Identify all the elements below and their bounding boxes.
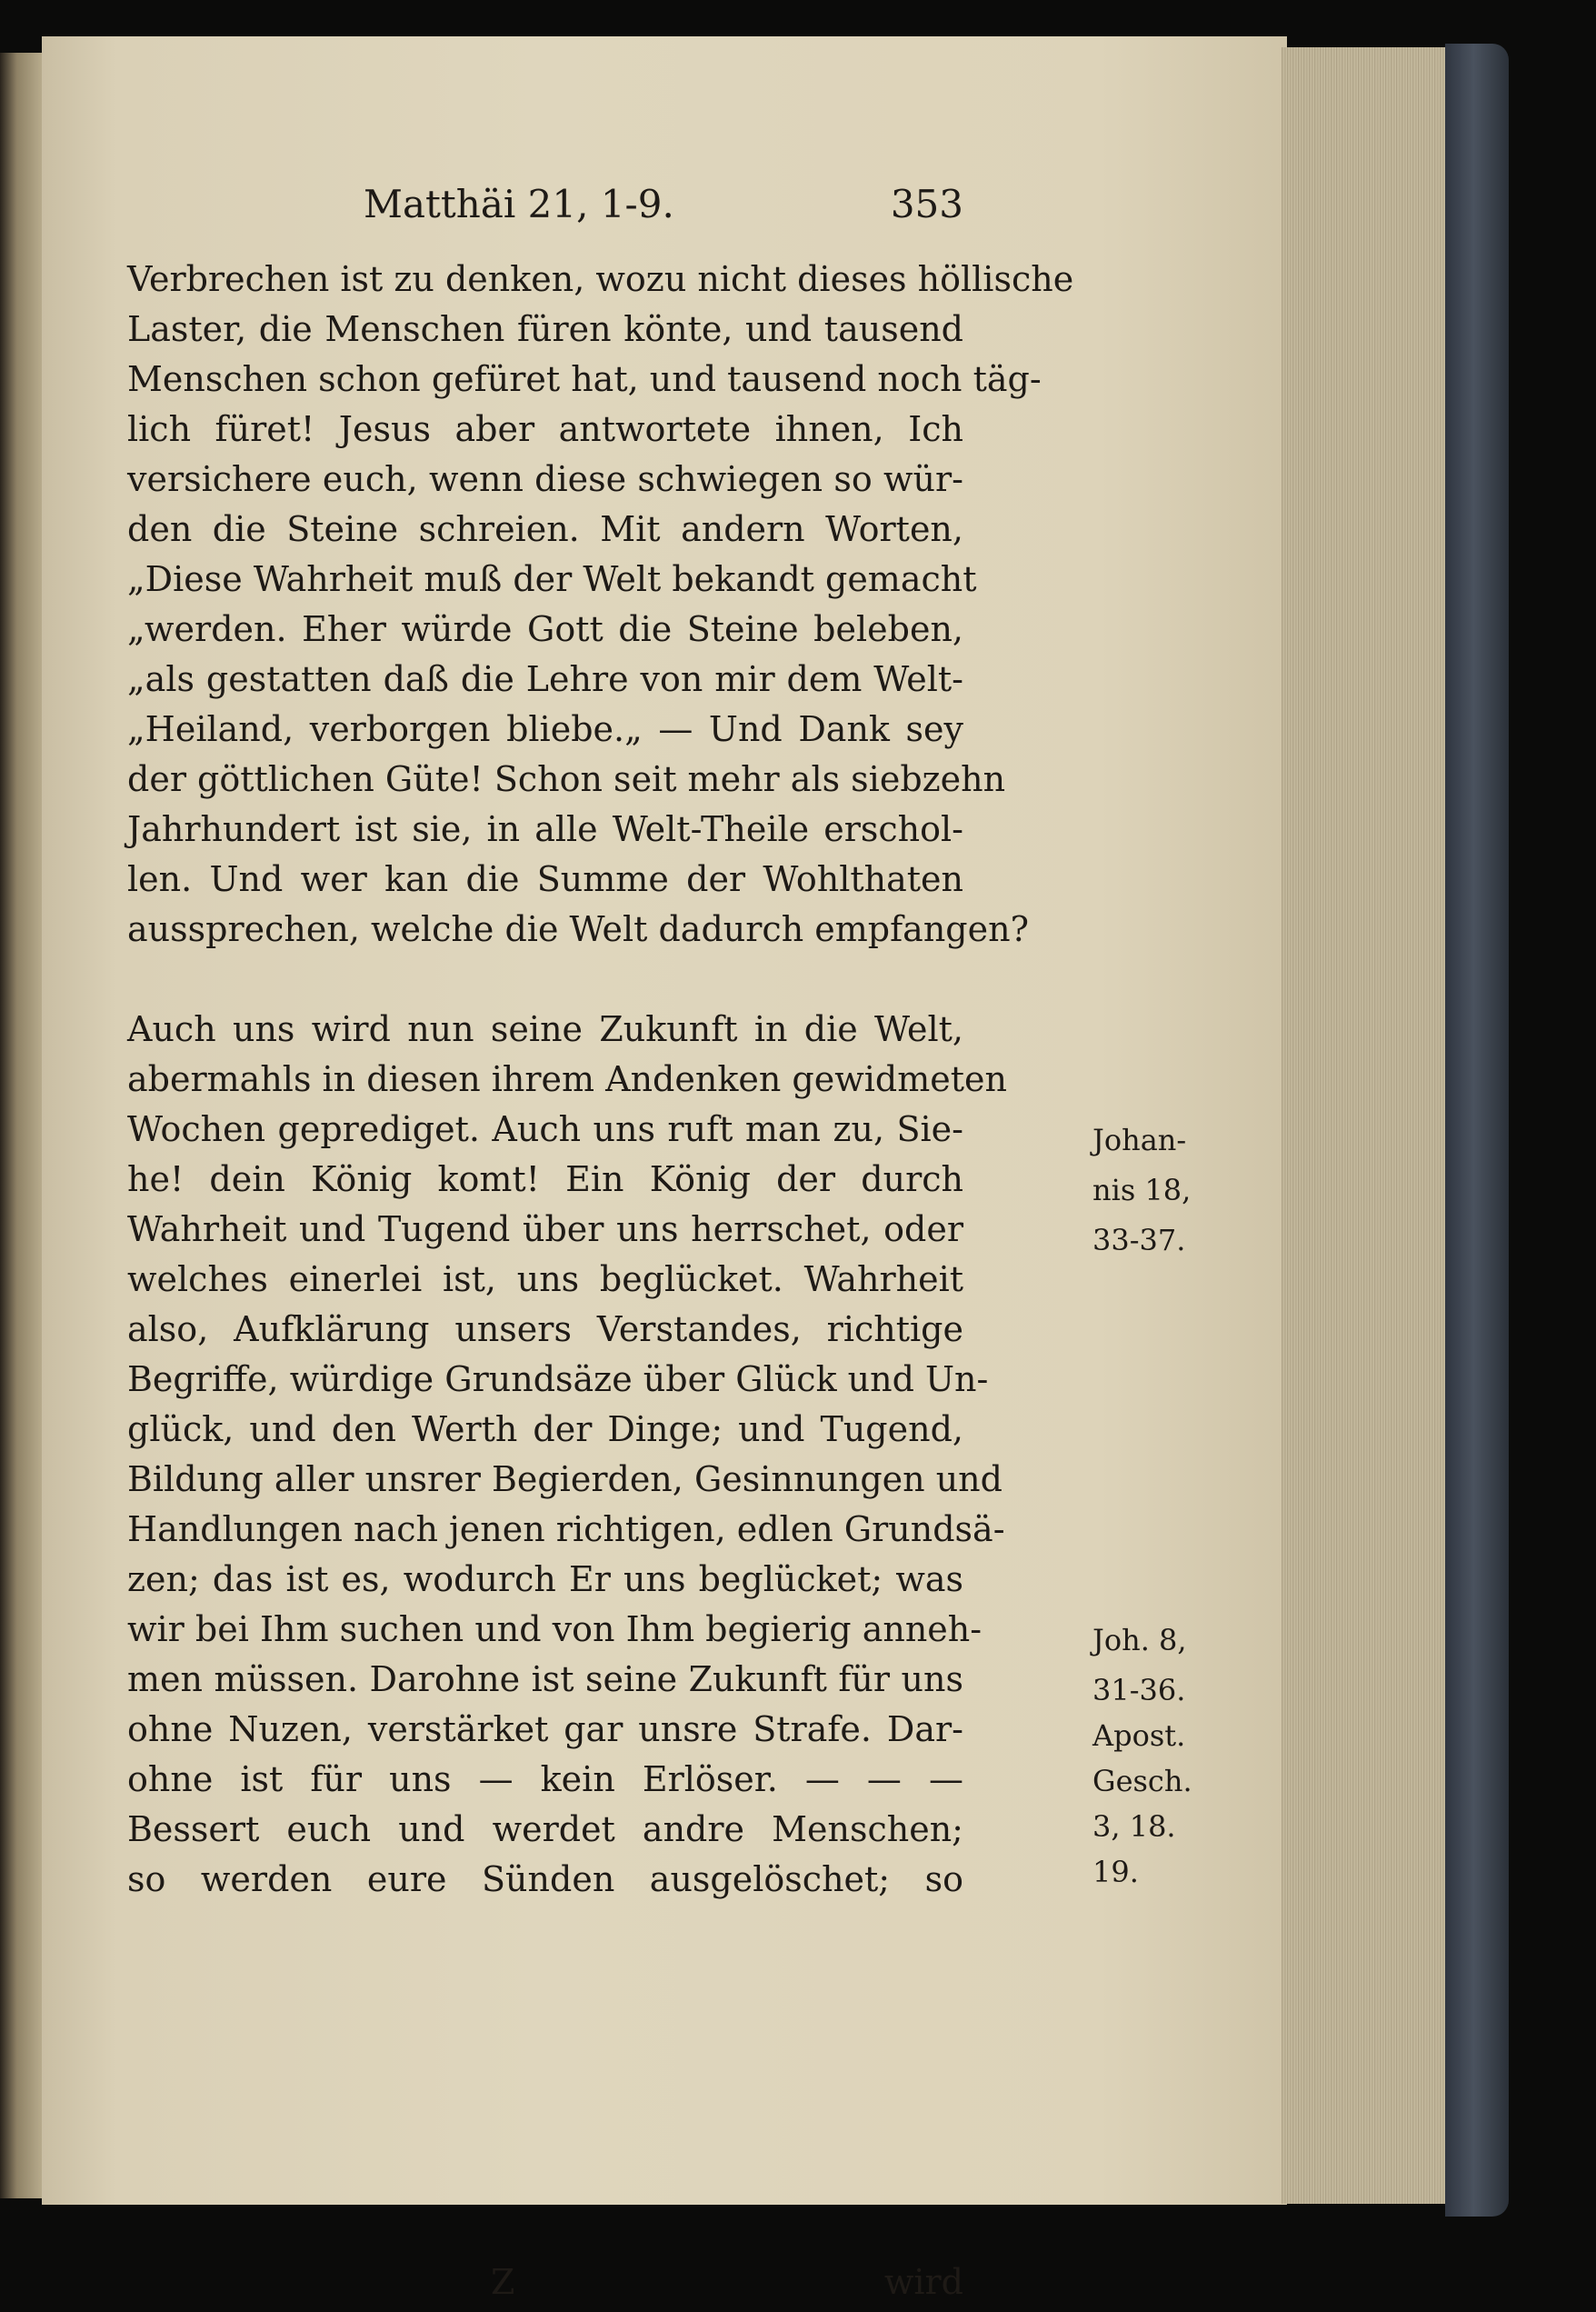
footer <box>127 2262 963 2312</box>
text-line: welches einerlei ist, uns beglücket. Wahrheit <box>127 1259 963 1299</box>
text-line: Laster, die Menschen füren könte, und tausend <box>127 309 963 349</box>
text-line: Jahrhundert ist sie, in alle Welt-Theile erschol- <box>127 809 963 849</box>
text-line: Begriffe, würdige Grundsäze über Glück und Un- <box>127 1359 989 1399</box>
paragraph-gap <box>127 955 963 1005</box>
text-line: der göttlichen Güte! Schon seit mehr als siebzehn <box>127 759 1006 799</box>
text-line: den die Steine schreien. Mit andern Worten, <box>127 509 963 549</box>
margin-note: Joh. 8, <box>1092 1623 1187 1657</box>
margin-note: Gesch. <box>1092 1764 1192 1798</box>
text-line: wir bei Ihm suchen und von Ihm begierig anneh- <box>127 1609 983 1649</box>
text-line: lich füret! Jesus aber antwortete ihnen, Ich <box>127 409 963 449</box>
text-line: ohne ist für uns — kein Erlöser. — — — <box>127 1759 963 1799</box>
text-line: Bessert euch und werdet andre Menschen; <box>127 1809 963 1849</box>
text-line: glück, und den Werth der Dinge; und Tugend, <box>127 1409 963 1449</box>
running-title: Matthäi 21, 1-9. <box>364 182 674 226</box>
book-cover <box>1445 44 1509 2217</box>
page-edges <box>1282 47 1454 2204</box>
text-line: „Diese Wahrheit muß der Welt bekandt gemacht <box>127 559 977 599</box>
catchword: wird <box>883 2262 963 2302</box>
text-line: aussprechen, welche die Welt dadurch empfangen? <box>127 909 1029 949</box>
text-line: Auch uns wird nun seine Zukunft in die Welt, <box>127 1009 963 1049</box>
page-number: 353 <box>890 182 963 226</box>
margin-note: Apost. <box>1092 1718 1186 1753</box>
margin-note: 33-37. <box>1092 1223 1186 1257</box>
margin-note: Johan- <box>1092 1123 1187 1157</box>
text-line: so werden eure Sünden ausgelöschet; so <box>127 1859 963 1899</box>
text-line: „Heiland, verborgen bliebe.„ — Und Dank sey <box>127 709 963 749</box>
signature-mark: Z <box>491 2262 515 2302</box>
running-head <box>364 182 963 236</box>
margin-note: nis 18, <box>1092 1173 1192 1207</box>
text-line: Menschen schon gefüret hat, und tausend noch täg- <box>127 359 1042 399</box>
text-line: Verbrechen ist zu denken, wozu nicht dieses höllische <box>127 259 1074 299</box>
text-line: Handlungen nach jenen richtigen, edlen Grundsä- <box>127 1509 1005 1549</box>
margin-note: 31-36. <box>1092 1673 1186 1707</box>
margin-note: 19. <box>1092 1855 1139 1889</box>
text-line: Wahrheit und Tugend über uns herrschet, oder <box>127 1209 963 1249</box>
body-text <box>127 255 1192 1905</box>
margin-note: 3, 18. <box>1092 1809 1176 1844</box>
text-line: Wochen geprediget. Auch uns ruft man zu, Sie- <box>127 1109 963 1149</box>
text-line: also, Aufklärung unsers Verstandes, richtige <box>127 1309 963 1349</box>
text-line: ohne Nuzen, verstärket gar unsre Strafe. Dar- <box>127 1709 963 1749</box>
text-line: versichere euch, wenn diese schwiegen so wür- <box>127 459 963 499</box>
text-line: abermahls in diesen ihrem Andenken gewidmeten <box>127 1059 1007 1099</box>
text-line: Bildung aller unsrer Begierden, Gesinnungen und <box>127 1459 1002 1499</box>
text-line: len. Und wer kan die Summe der Wohlthaten <box>127 859 963 899</box>
left-page-edge <box>0 53 42 2198</box>
text-line: „als gestatten daß die Lehre von mir dem Welt- <box>127 659 963 699</box>
text-line: zen; das ist es, wodurch Er uns beglücket; was <box>127 1559 963 1599</box>
text-line: „werden. Eher würde Gott die Steine beleben, <box>127 609 963 649</box>
text-line: men müssen. Darohne ist seine Zukunft für uns <box>127 1659 963 1699</box>
text-line: he! dein König komt! Ein König der durch <box>127 1159 963 1199</box>
